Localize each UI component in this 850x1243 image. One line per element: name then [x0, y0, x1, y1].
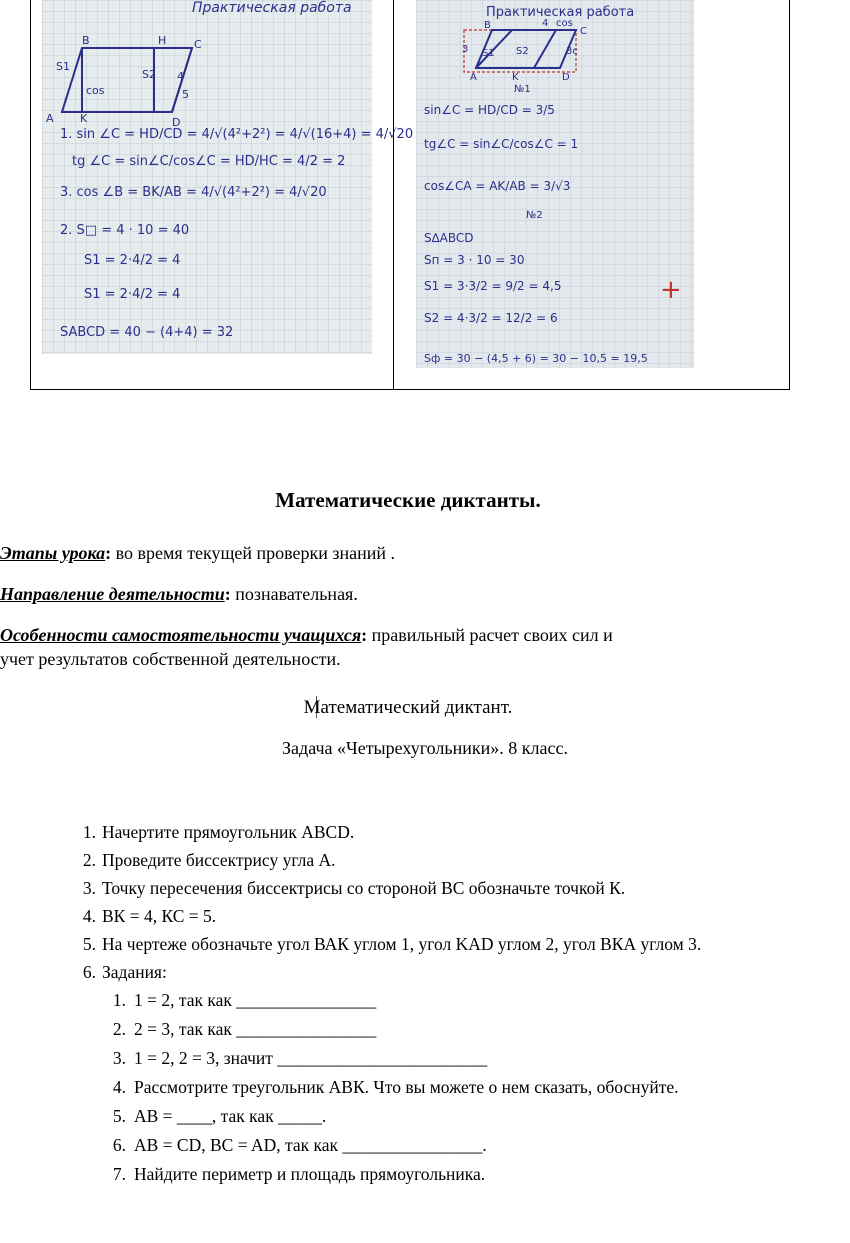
item-number: 4.	[82, 906, 96, 926]
stages-label: Этапы урока	[0, 543, 106, 563]
left-label: S2	[142, 68, 156, 81]
stages-colon: :	[105, 543, 112, 563]
stages-text: во время текущей проверки знаний .	[111, 543, 396, 563]
right-label: S2	[516, 46, 529, 57]
right-label: 4	[542, 18, 549, 29]
left-line: tg ∠C = sin∠C/cos∠C = HD/HC = 4/2 = 2	[72, 154, 346, 169]
left-line: SABCD = 40 − (4+4) = 32	[60, 325, 234, 340]
sub-item-text: АВ = CD, BC = AD, так как ________________.	[134, 1135, 487, 1155]
page-title: Математические диктанты.	[275, 488, 541, 512]
right-line: cos∠CA = AK/AB = 3/√3	[424, 179, 571, 193]
item-text: Проведите биссектрису угла А.	[102, 850, 336, 870]
sub-item-number: 6.	[112, 1135, 126, 1155]
photo-table	[30, 0, 790, 390]
item-number: 5.	[82, 934, 96, 954]
features-label: Особенности самостоятельности учащихся	[0, 625, 362, 645]
sub-item-text: 1 = 2, так как ________________	[134, 990, 377, 1010]
item-number: 3.	[82, 878, 96, 898]
left-label: A	[46, 112, 54, 125]
left-label: K	[80, 112, 88, 125]
right-line: S2 = 4·3/2 = 12/2 = 6	[424, 311, 558, 325]
item-text: ВК = 4, КС = 5.	[102, 906, 217, 926]
left-label: H	[158, 34, 167, 47]
direction-colon: :	[224, 584, 231, 604]
worksheet-task: Задача «Четырехугольники». 8 класс.	[282, 738, 568, 758]
right-line: S1 = 3·3/2 = 9/2 = 4,5	[424, 279, 562, 293]
right-label: 3	[462, 44, 469, 55]
right-line: sin∠C = HD/CD = 3/5	[424, 103, 555, 117]
left-label: C	[194, 38, 202, 51]
table-divider	[393, 0, 394, 389]
right-label: №1	[514, 84, 531, 95]
sub-item-number: 5.	[112, 1106, 126, 1126]
notebook-photo-right	[416, 0, 694, 368]
right-label: K	[512, 72, 519, 83]
direction-text: познавательная.	[230, 584, 358, 604]
notebook-photo-left	[42, 0, 414, 354]
item-text: Задания:	[102, 962, 167, 982]
left-line: 3. cos ∠B = BK/AB = 4/√(4²+2²) = 4/√20	[60, 185, 327, 200]
features-text-continued: учет результатов собственной деятельности.	[0, 649, 341, 669]
grade-mark: +	[660, 275, 682, 305]
left-label: 4	[177, 70, 184, 83]
direction-paragraph	[0, 582, 790, 606]
features-colon: :	[361, 625, 368, 645]
sub-item-number: 3.	[112, 1048, 126, 1068]
right-label: 3c	[566, 46, 578, 57]
left-label: D	[172, 116, 181, 129]
left-label: B	[82, 34, 90, 47]
left-label: 5	[182, 88, 189, 101]
left-label: cos	[86, 84, 105, 97]
item-number: 1.	[82, 822, 96, 842]
item-text: Начертите прямоугольник ABCD.	[102, 822, 355, 842]
sub-item-text: Рассмотрите треугольник АВК. Что вы можете о нем сказать, обоснуйте.	[134, 1077, 679, 1097]
direction-label: Направление деятельности	[0, 584, 225, 604]
sub-item-text: Найдите периметр и площадь прямоугольника.	[134, 1164, 486, 1184]
stages-paragraph	[0, 541, 790, 565]
right-label: D	[562, 72, 570, 83]
right-header: Практическая работа	[486, 5, 635, 20]
left-line: S1 = 2·4/2 = 4	[84, 253, 181, 268]
sub-item-text: 1 = 2, 2 = 3, значит ________________________	[134, 1048, 488, 1068]
right-line: tg∠C = sin∠C/cos∠C = 1	[424, 137, 579, 151]
right-line: S∆ABCD	[424, 231, 474, 245]
sub-item-number: 2.	[112, 1019, 126, 1039]
right-label: A	[470, 72, 477, 83]
right-label: B	[484, 20, 491, 31]
right-label: cos	[556, 18, 573, 29]
features-text: правильный расчет своих сил и	[367, 625, 613, 645]
left-line: 1. sin ∠C = HD/CD = 4/√(4²+2²) = 4/√(16+4) = 4/√20	[60, 127, 414, 142]
right-label: S1	[482, 48, 495, 59]
right-line: Sп = 3 · 10 = 30	[424, 253, 525, 267]
item-text: Точку пересечения биссектрисы со стороной ВС обозначьте точкой К.	[102, 878, 626, 898]
worksheet-title: Математический диктант.	[303, 697, 513, 718]
sub-item-text: АВ = ____, так как _____.	[134, 1106, 327, 1126]
right-label: C	[580, 26, 587, 37]
sub-item-number: 4.	[112, 1077, 126, 1097]
item-number: 2.	[82, 850, 96, 870]
sub-item-number: 1.	[112, 990, 126, 1010]
features-paragraph	[0, 623, 790, 671]
item-number: 6.	[82, 962, 96, 982]
item-text: На чертеже обозначьте угол ВАК углом 1, угол KAD углом 2, угол ВКА углом 3.	[102, 934, 702, 954]
sub-item-number: 7.	[112, 1164, 126, 1184]
sub-item-text: 2 = 3, так как ________________	[134, 1019, 377, 1039]
left-line: S1 = 2·4/2 = 4	[84, 287, 181, 302]
right-line: Sф = 30 − (4,5 + 6) = 30 − 10,5 = 19,5	[424, 352, 648, 365]
left-line: 2. S□ = 4 · 10 = 40	[60, 223, 190, 238]
left-label: S1	[56, 60, 70, 73]
left-header: Практическая работа	[192, 0, 352, 16]
right-label: №2	[526, 210, 543, 221]
